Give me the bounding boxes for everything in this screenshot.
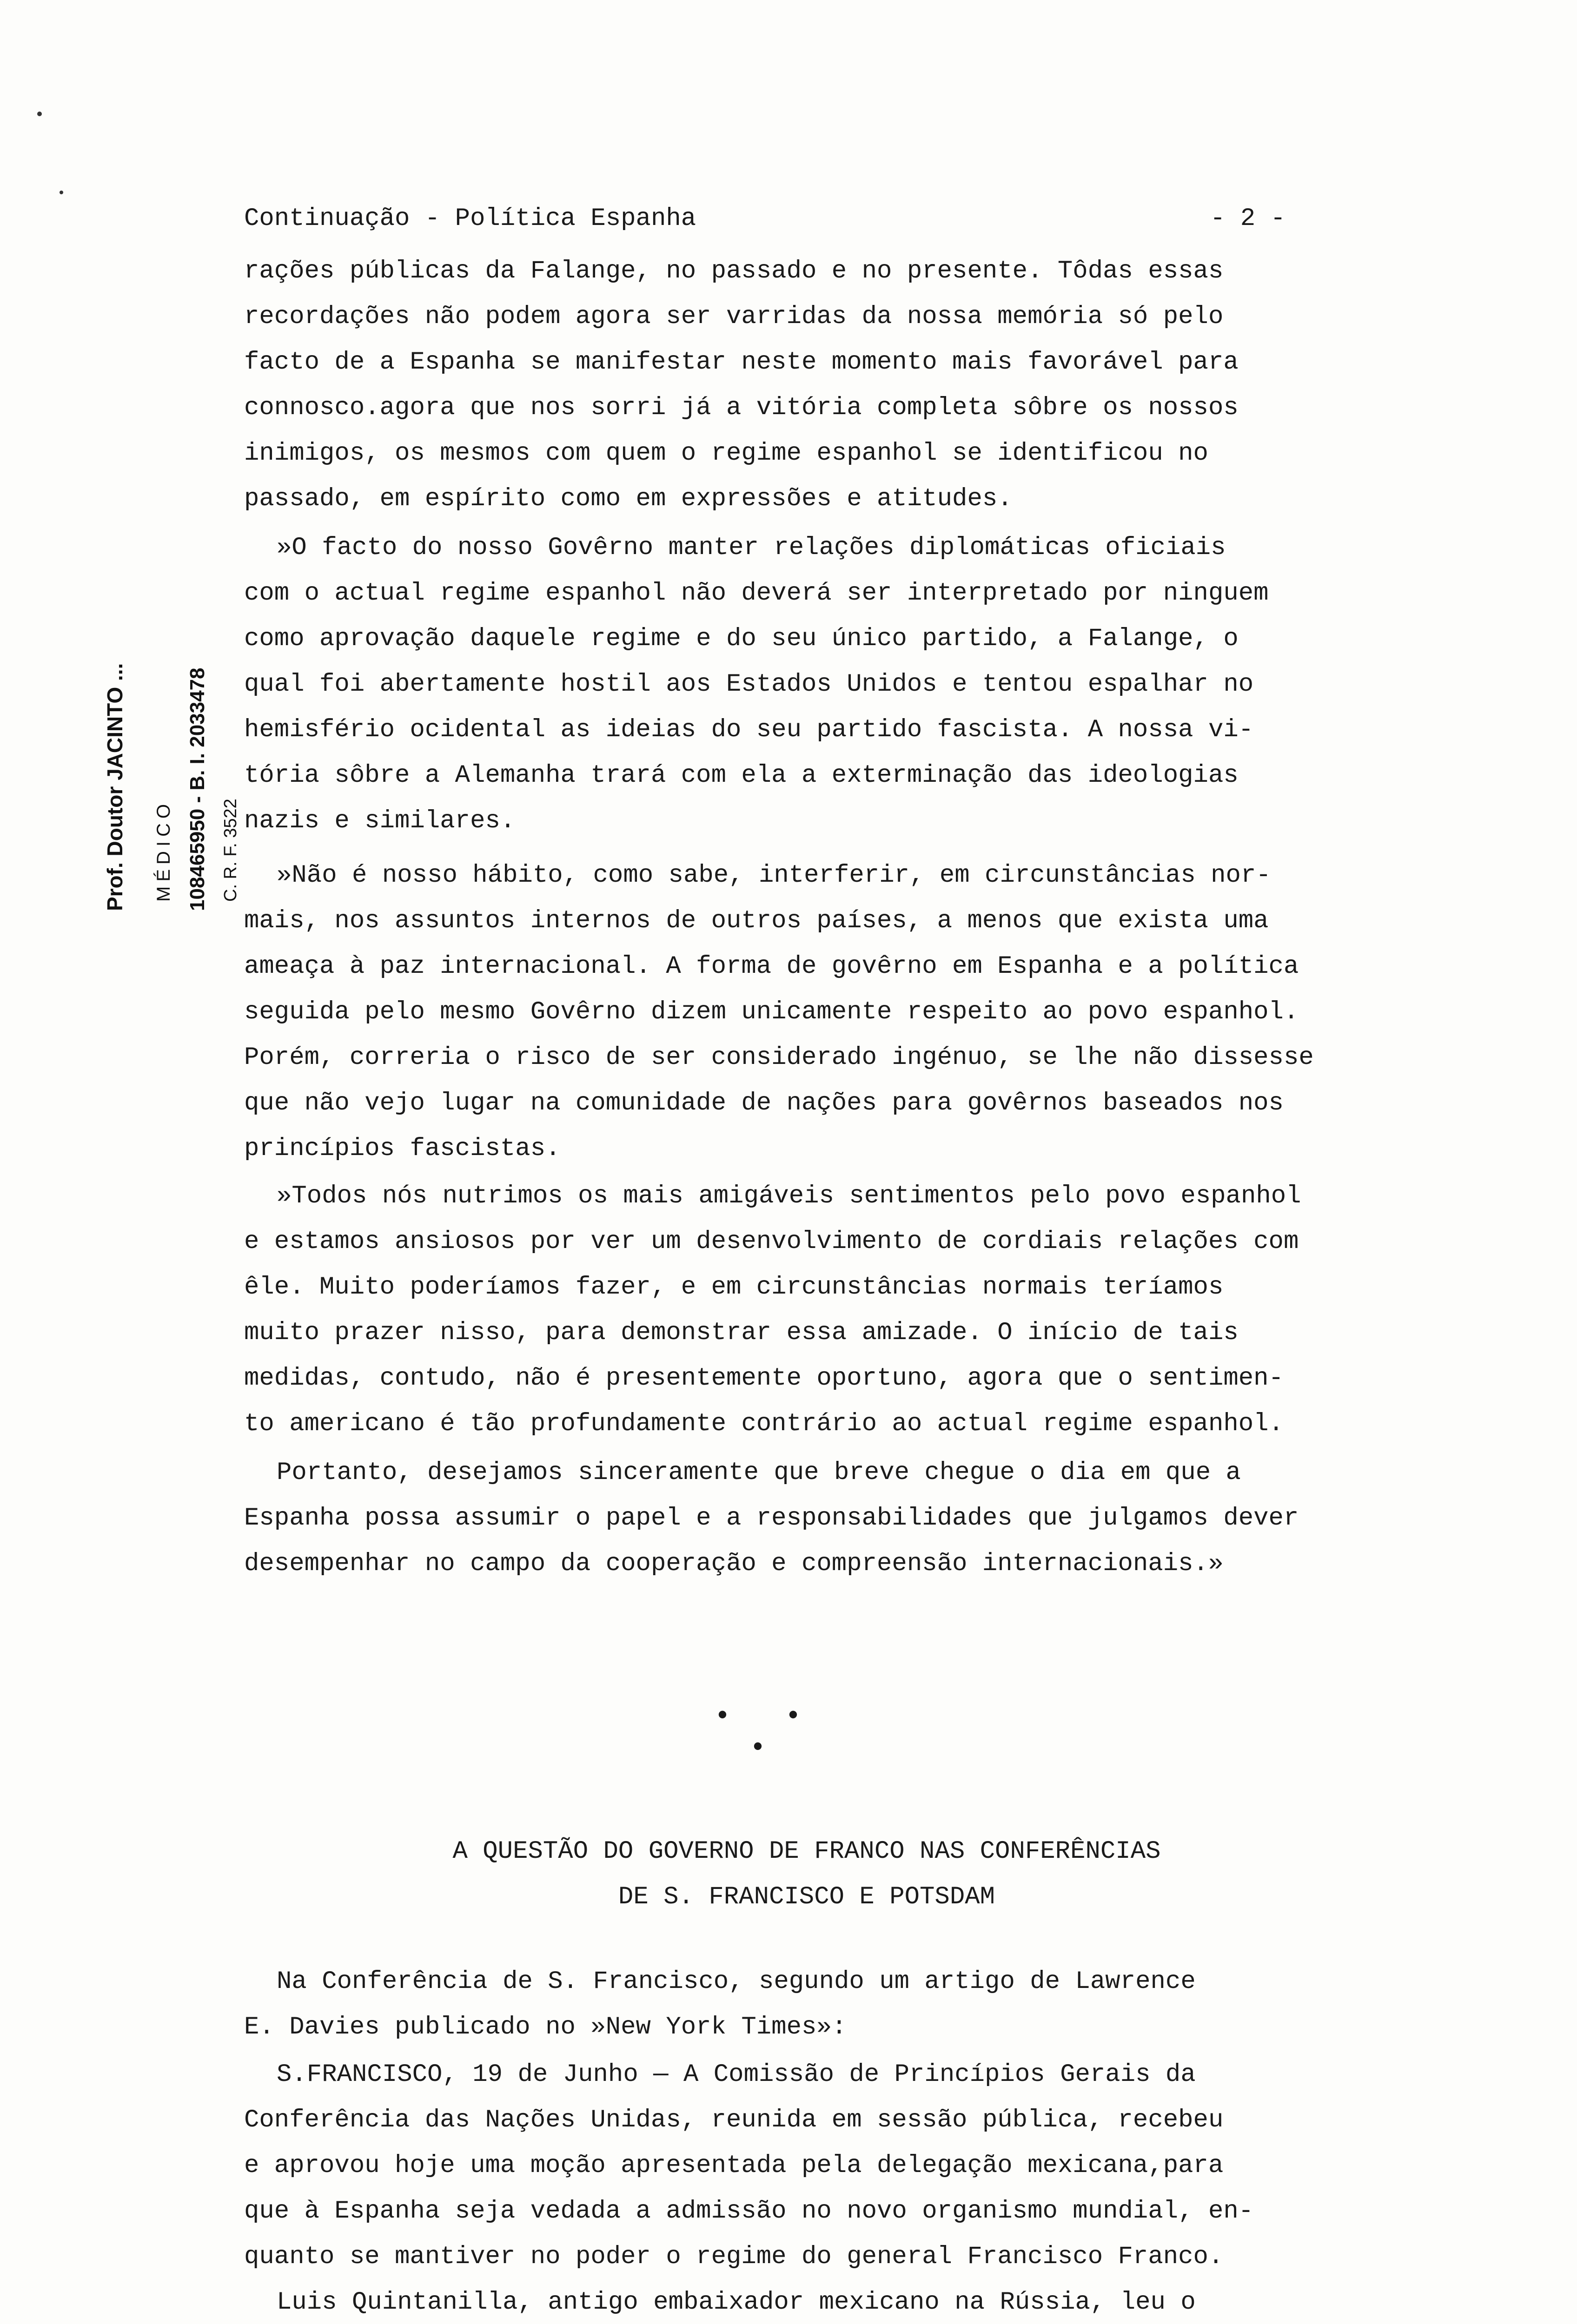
text-line: inimigos, os mesmos com quem o regime espanhol se identificou no [244,439,1208,468]
scan-speck [60,191,63,194]
stamp-id: 108465950 - B. I. 2033478 [186,667,209,911]
paragraph [244,525,1369,844]
text-line: Porém, correria o risco de ser considerado ingénuo, se lhe não dissesse [244,1043,1314,1072]
stamp-profession: MÉDICO [153,799,174,902]
text-line: tória sôbre a Alemanha trará com ela a exterminação das ideologias [244,761,1239,790]
text-line: e aprovou hoje uma moção apresentada pela delegação mexicana,para [244,2152,1224,2180]
text-line: connosco.agora que nos sorri já a vitória completa sôbre os nossos [244,394,1239,422]
stamp-name: Prof. Doutor JACINTO ... [103,663,127,911]
section-separator: • • • [714,1701,821,1764]
text-line: »O facto do nosso Govêrno manter relações diplomáticas oficiais [277,534,1226,562]
paragraph [244,1174,1369,1447]
text-line: »Não é nosso hábito, como sabe, interferir, em circunstâncias nor- [277,861,1271,890]
text-line: S.FRANCISCO, 19 de Junho — A Comissão de Princípios Gerais da [277,2060,1196,2089]
stamp-registration: C. R. F. 3522 [221,799,240,902]
margin-stamp [84,548,251,911]
section-subtitle: DE S. FRANCISCO E POTSDAM [618,1883,995,1911]
text-line: medidas, contudo, não é presentemente oportuno, agora que o sentimen- [244,1364,1284,1393]
text-line: com o actual regime espanhol não deverá ser interpretado por ninguem [244,579,1269,607]
text-line: quanto se mantiver no poder o regime do general Francisco Franco. [244,2243,1224,2271]
text-line: nazis e similares. [244,807,516,835]
text-line: Na Conferência de S. Francisco, segundo um artigo de Lawrence [277,1967,1196,1996]
text-line: ameaça à paz internacional. A forma de govêrno em Espanha e a política [244,952,1299,981]
text-line: que não vejo lugar na comunidade de nações para govêrnos baseados nos [244,1089,1284,1117]
text-line: muito prazer nisso, para demonstrar essa amizade. O início de tais [244,1319,1239,1347]
text-line: êle. Muito poderíamos fazer, e em circunstâncias normais teríamos [244,1273,1224,1301]
text-line: desempenhar no campo da cooperação e compreensão internacionais.» [244,1550,1224,1578]
page-header [244,205,1285,246]
paragraph [244,249,1369,522]
text-line: hemisfério ocidental as ideias do seu partido fascista. A nossa vi- [244,716,1254,744]
header-title: Continuação - Política Espanha [244,205,696,233]
paragraph [244,2280,1369,2324]
text-line: e estamos ansiosos por ver um desenvolvimento de cordiais relações com [244,1228,1299,1256]
text-line: qual foi abertamente hostil aos Estados Unidos e tentou espalhar no [244,670,1254,699]
paragraph [244,2052,1369,2280]
text-line: que à Espanha seja vedada a admissão no novo organismo mundial, en- [244,2197,1254,2225]
text-line: princípios fascistas. [244,1135,561,1163]
text-line: passado, em espírito como em expressões e atitudes. [244,485,1013,513]
text-line: como aprovação daquele regime e do seu único partido, a Falange, o [244,625,1239,653]
text-line: to americano é tão profundamente contrário ao actual regime espanhol. [244,1410,1284,1438]
text-line: facto de a Espanha se manifestar neste momento mais favorável para [244,348,1239,376]
scan-speck [37,112,42,116]
text-line: seguida pelo mesmo Govêrno dizem unicamente respeito ao povo espanhol. [244,998,1299,1026]
page-number: - 2 - [1210,205,1285,233]
text-line: Conferência das Nações Unidas, reunida em sessão pública, recebeu [244,2106,1224,2134]
text-line: Espanha possa assumir o papel e a responsabilidades que julgamos dever [244,1504,1299,1532]
text-line: Luis Quintanilla, antigo embaixador mexicano na Rússia, leu o [277,2288,1196,2317]
text-line: E. Davies publicado no »New York Times»: [244,2013,847,2041]
text-line: Portanto, desejamos sinceramente que breve chegue o dia em que a [277,1459,1241,1487]
paragraph [244,1450,1369,1587]
text-line: recordações não podem agora ser varridas da nossa memória só pelo [244,303,1224,331]
text-line: mais, nos assuntos internos de outros países, a menos que exista uma [244,907,1269,935]
paragraph [244,853,1369,1172]
text-line: »Todos nós nutrimos os mais amigáveis sentimentos pelo povo espanhol [277,1182,1301,1210]
paragraph [244,1959,1369,2050]
text-line: rações públicas da Falange, no passado e no presente. Tôdas essas [244,257,1224,285]
section-title: A QUESTÃO DO GOVERNO DE FRANCO NAS CONFERÊNCIAS [452,1837,1161,1866]
